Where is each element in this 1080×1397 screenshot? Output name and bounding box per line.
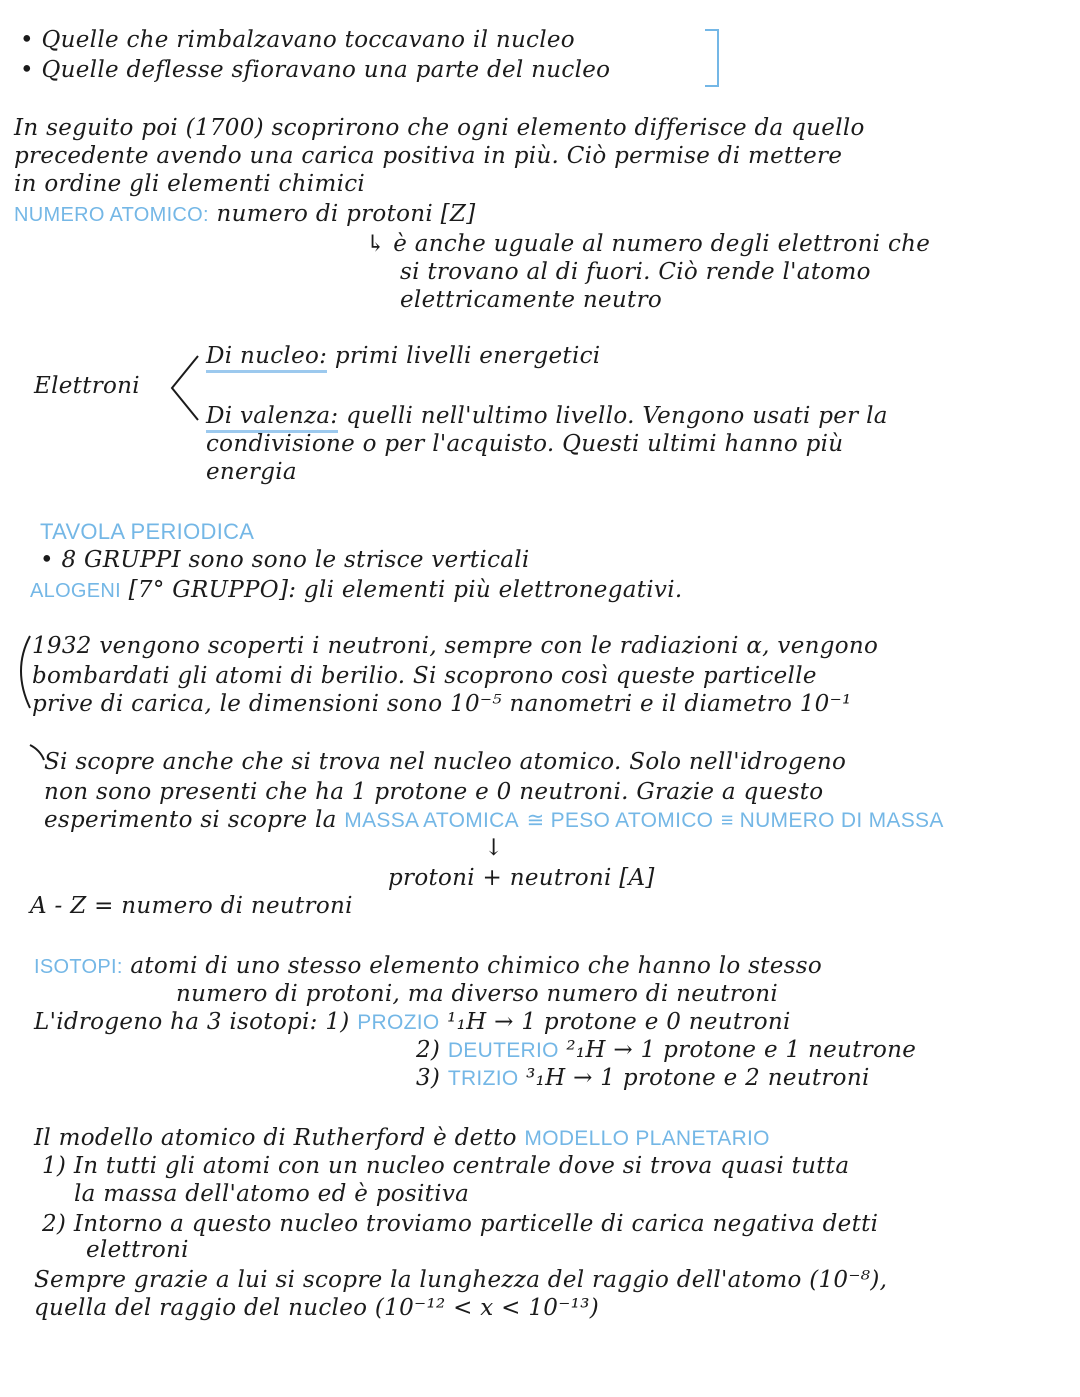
neutro-line-2: si trovano al di fuori. Ciò rende l'atomo xyxy=(400,259,871,285)
isotopi-text: atomi di uno stesso elemento chimico che hanno lo stesso xyxy=(130,953,823,979)
peso-atomico-label: ≅ PESO ATOMICO xyxy=(526,809,714,832)
top-bracket xyxy=(705,30,718,86)
trizio-text: → 1 protone e 2 neutroni xyxy=(573,1065,870,1091)
numero-atomico-line xyxy=(14,200,475,229)
neutroni-line-1: 1932 vengono scoperti i neutroni, sempre con le radiazioni α, vengono xyxy=(32,633,879,659)
di-valenza-label: Di valenza: xyxy=(206,403,338,433)
neutroni-brace xyxy=(21,636,30,708)
isotopi-line-2: numero di protoni, ma diverso numero di neutroni xyxy=(176,981,778,1007)
isotopo-2-num: 2) xyxy=(416,1037,441,1063)
seguito-line-1: In seguito poi (1700) scoprirono che ogni elemento differisce da quello xyxy=(14,115,865,141)
trizio-label: TRIZIO xyxy=(447,1067,519,1090)
neutroni-brace-lower xyxy=(30,745,44,760)
isotopo-1-num: 1) xyxy=(325,1009,350,1035)
neutroni-line-4: Si scopre anche che si trova nel nucleo atomico. Solo nell'idrogeno xyxy=(44,749,847,775)
modello-text: Il modello atomico di Rutherford è detto xyxy=(34,1125,517,1151)
prozio-text: → 1 protone e 0 neutroni xyxy=(494,1009,791,1035)
alogeni-text: [7° GRUPPO]: gli elementi più elettronegativi. xyxy=(128,577,683,603)
numero-atomico-text: numero di protoni [Z] xyxy=(216,201,476,227)
trizio-symbol: ³₁H xyxy=(526,1065,566,1091)
down-arrow-icon: ↓ xyxy=(484,835,504,861)
modello-line-5: elettroni xyxy=(86,1237,189,1263)
modello-planetario-label: MODELLO PLANETARIO xyxy=(524,1127,770,1150)
prozio-label: PROZIO xyxy=(357,1011,440,1034)
di-valenza-text: quelli nell'ultimo livello. Vengono usati per la xyxy=(346,403,888,429)
elettroni-valenza-line xyxy=(206,402,888,430)
neutroni-line-5: non sono presenti che ha 1 protone e 0 neutroni. Grazie a questo xyxy=(44,779,824,805)
numero-atomico-label: NUMERO ATOMICO: xyxy=(14,204,209,226)
alogeni-label: ALOGENI xyxy=(30,580,122,602)
isotopo-2-line xyxy=(416,1036,916,1065)
esperimento-text: esperimento si scopre la xyxy=(44,807,337,833)
protoni-neutroni-line: protoni + neutroni [A] xyxy=(388,865,655,891)
elettroni-label: Elettroni xyxy=(34,373,140,399)
modello-line-6: Sempre grazie a lui si scopre la lunghezza del raggio dell'atomo (10⁻⁸), xyxy=(34,1267,888,1293)
elettroni-brace xyxy=(172,356,198,420)
alogeni-line xyxy=(30,576,682,605)
neutroni-line-2: bombardati gli atomi di berilio. Si scoprono così queste particelle xyxy=(32,663,817,689)
bullet-deflesse: • Quelle deflesse sfioravano una parte del nucleo xyxy=(20,57,611,83)
deuterio-symbol: ²₁H xyxy=(566,1037,606,1063)
di-nucleo-label: Di nucleo: xyxy=(206,343,327,373)
formula-neutroni: A - Z = numero di neutroni xyxy=(30,893,353,919)
deuterio-label: DEUTERIO xyxy=(447,1039,559,1062)
idrogeno-text: L'idrogeno ha 3 isotopi: xyxy=(34,1009,318,1035)
isotopi-label: ISOTOPI: xyxy=(34,956,123,978)
modello-line-4: 2) Intorno a questo nucleo troviamo particelle di carica negativa detti xyxy=(42,1211,879,1237)
isotopo-3-num: 3) xyxy=(416,1065,441,1091)
modello-line-3: la massa dell'atomo ed è positiva xyxy=(74,1181,470,1207)
neutroni-line-3: prive di carica, le dimensioni sono 10⁻⁵ nanometri e il diametro 10⁻¹ xyxy=(32,691,852,717)
isotopi-line-3 xyxy=(34,1008,791,1037)
valenza-line-3: energia xyxy=(206,459,297,485)
neutroni-line-6 xyxy=(44,806,944,835)
di-nucleo-text: primi livelli energetici xyxy=(334,343,601,369)
massa-atomica-label: MASSA ATOMICA xyxy=(344,809,519,832)
isotopi-line-1 xyxy=(34,952,822,981)
seguito-line-3: in ordine gli elementi chimici xyxy=(14,171,366,197)
isotopo-3-line xyxy=(416,1064,870,1093)
valenza-line-2: condivisione o per l'acquisto. Questi ultimi hanno più xyxy=(206,431,844,457)
numero-massa-label: ≡ NUMERO DI MASSA xyxy=(720,809,944,832)
neutro-line-1 xyxy=(366,230,930,258)
gruppi-line: • 8 GRUPPI sono sono le strisce verticali xyxy=(40,547,530,573)
seguito-line-2: precedente avendo una carica positiva in più. Ciò permise di mettere xyxy=(14,143,843,169)
tavola-title: TAVOLA PERIODICA xyxy=(40,519,255,544)
deuterio-text: → 1 protone e 1 neutrone xyxy=(613,1037,917,1063)
arrow-icon: ↳ xyxy=(366,231,386,257)
prozio-symbol: ¹₁H xyxy=(447,1009,487,1035)
modello-line-1 xyxy=(34,1124,770,1153)
elettroni-nucleo-line xyxy=(206,342,600,370)
neutro-line-3: elettricamente neutro xyxy=(400,287,663,313)
modello-line-2: 1) In tutti gli atomi con un nucleo centrale dove si trova quasi tutta xyxy=(42,1153,850,1179)
neutro-text-1: è anche uguale al numero degli elettroni che xyxy=(393,231,931,257)
bullet-rimbalzavano: • Quelle che rimbalzavano toccavano il nucleo xyxy=(20,27,575,53)
modello-line-7: quella del raggio del nucleo (10⁻¹² < x < 10⁻¹³) xyxy=(34,1295,599,1321)
